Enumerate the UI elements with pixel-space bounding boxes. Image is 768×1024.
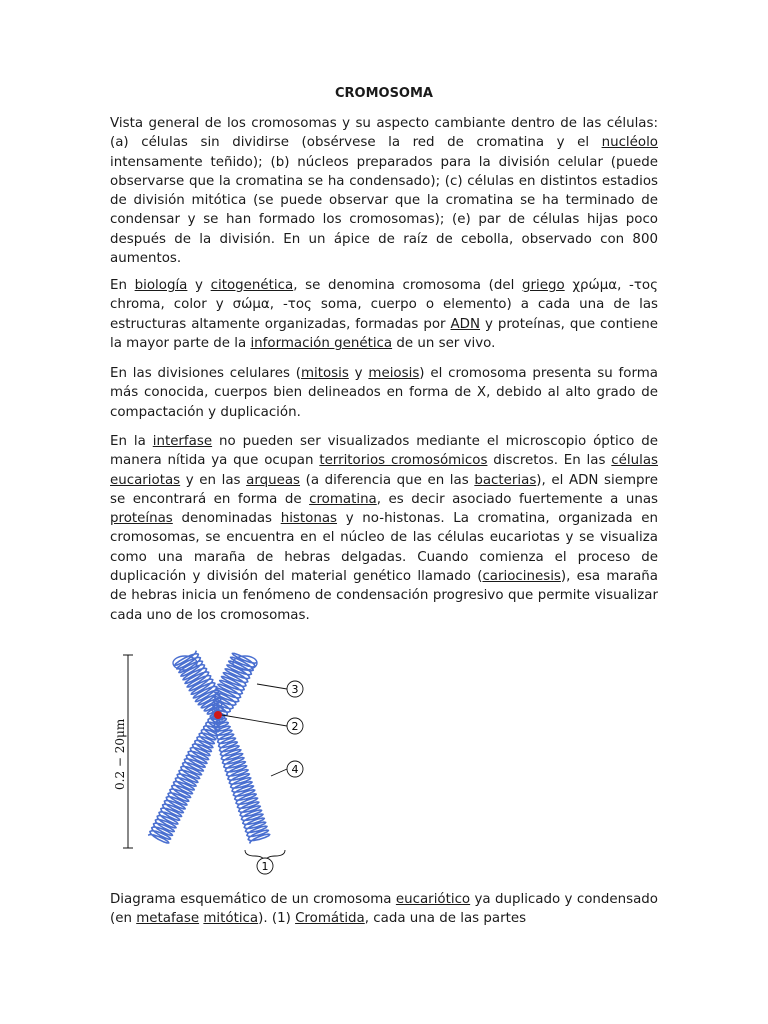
chromosome-diagram-svg (110, 645, 330, 880)
callout-2-label: 2 (291, 720, 299, 733)
paragraph-2 (110, 276, 658, 353)
arm-upper-left (175, 651, 225, 718)
scale-label: 0.2 − 20μm (113, 718, 127, 790)
paragraph-text: Vista general de los cromosomas y su aspecto cambiante dentro de las células: (a) células sin dividirse (obsérvese la red de cromatina y el nucléolo intensamente teñido); (b) núcleos preparados para la división celular (puede observarse que la cromatina se ha condensado); (c) células en distintos estadios de división mitótica (se puede observar que la cromatina se ha terminado de condensar y se han formado los cromosomas); (e) par de células hijas poco después de la división. En un ápice de raíz de cebolla, observado con 800 aumentos. (110, 116, 658, 267)
link-adn[interactable]: ADN (450, 316, 481, 332)
callout-3 (287, 681, 303, 697)
link-arqueas[interactable]: arqueas (246, 472, 301, 488)
paragraph-4 (110, 432, 658, 625)
link-meiosis[interactable]: meiosis (368, 366, 420, 381)
link-eucariótico[interactable]: eucariótico (395, 892, 471, 907)
link-biología[interactable]: biología (134, 278, 188, 293)
link-citogenética[interactable]: citogenética (210, 278, 294, 293)
link-proteínas[interactable]: proteínas (110, 511, 173, 527)
link-cromatina[interactable]: cromatina (309, 491, 377, 507)
link-nucléolo[interactable]: nucléolo (601, 135, 658, 151)
link-griego[interactable]: griego (521, 278, 565, 293)
paragraph-text: En la interfase no pueden ser visualizados mediante el microscopio óptico de manera nítida ya que ocupan territorios cromosómicos discretos. En las células eucariotas y en las arqueas (a diferencia que en las bacterias), el ADN siempre se encontrará en forma de cromatina, es decir asociado fuertemente a unas proteínas denominadas histonas y no-histonas. La cromatina, organizada en cromosomas, se encuentra en el núcleo de las células eucariotas y se visualiza como una maraña de hebras delgadas. Cuando comienza el proceso de duplicación y división del material genético llamado (cariocinesis), esa maraña de hebras inicia un fenómeno de condensación progresivo que permite visualizar cada uno de los cromosomas. (110, 434, 659, 623)
link-mitótica[interactable]: mitótica (203, 911, 259, 927)
paragraph-1 (110, 114, 658, 268)
callout-2 (287, 718, 303, 734)
link-cariocinesis[interactable]: cariocinesis (482, 569, 561, 585)
link-mitosis[interactable]: mitosis (300, 366, 349, 381)
paragraph-text: En biología y citogenética, se denomina cromosoma (del griego χρώμα, -τος chroma, color y σώμα, -τος soma, cuerpo o elemento) a cada una de las estructuras altamente organizadas, formadas por ADN y proteínas, que contiene la mayor parte de la información genética de un ser vivo. (110, 278, 658, 351)
callout-3-label: 3 (291, 683, 299, 696)
paragraph-3 (110, 364, 658, 422)
link-cromátida[interactable]: Cromátida (295, 911, 365, 927)
figure-caption (110, 890, 658, 929)
callout-1 (257, 858, 273, 874)
link-metafase[interactable]: metafase (136, 911, 200, 927)
link-bacterias[interactable]: bacterias (474, 472, 537, 488)
callout-4 (287, 761, 303, 777)
link-histonas[interactable]: histonas (280, 511, 338, 527)
callout-1-label: 1 (261, 860, 269, 873)
callout-4-label: 4 (291, 763, 299, 776)
link-interfase[interactable]: interfase (152, 434, 213, 449)
arm-lower-left (148, 712, 223, 843)
document-title: CROMOSOMA (334, 86, 433, 101)
centromere (214, 711, 222, 719)
scale-bar (113, 655, 133, 848)
link-información-genética[interactable]: información genética (250, 335, 393, 351)
link-territorios-cromosómicos[interactable]: territorios cromosómicos (319, 453, 488, 469)
arm-lower-right (212, 715, 269, 844)
chromatids (148, 651, 270, 844)
chromosome-diagram (110, 645, 330, 880)
caption-text: Diagrama esquemático de un cromosoma eucariótico ya duplicado y condensado (en metafase mitótica). (1) Cromátida, cada una de las partes (110, 892, 658, 927)
paragraph-text: En las divisiones celulares (mitosis y meiosis) el cromosoma presenta su forma más conocida, cuerpos bien delineados en forma de X, debido al alto grado de compactación y duplicación. (110, 366, 658, 420)
link-células-eucariotas[interactable]: células eucariotas (110, 453, 659, 488)
